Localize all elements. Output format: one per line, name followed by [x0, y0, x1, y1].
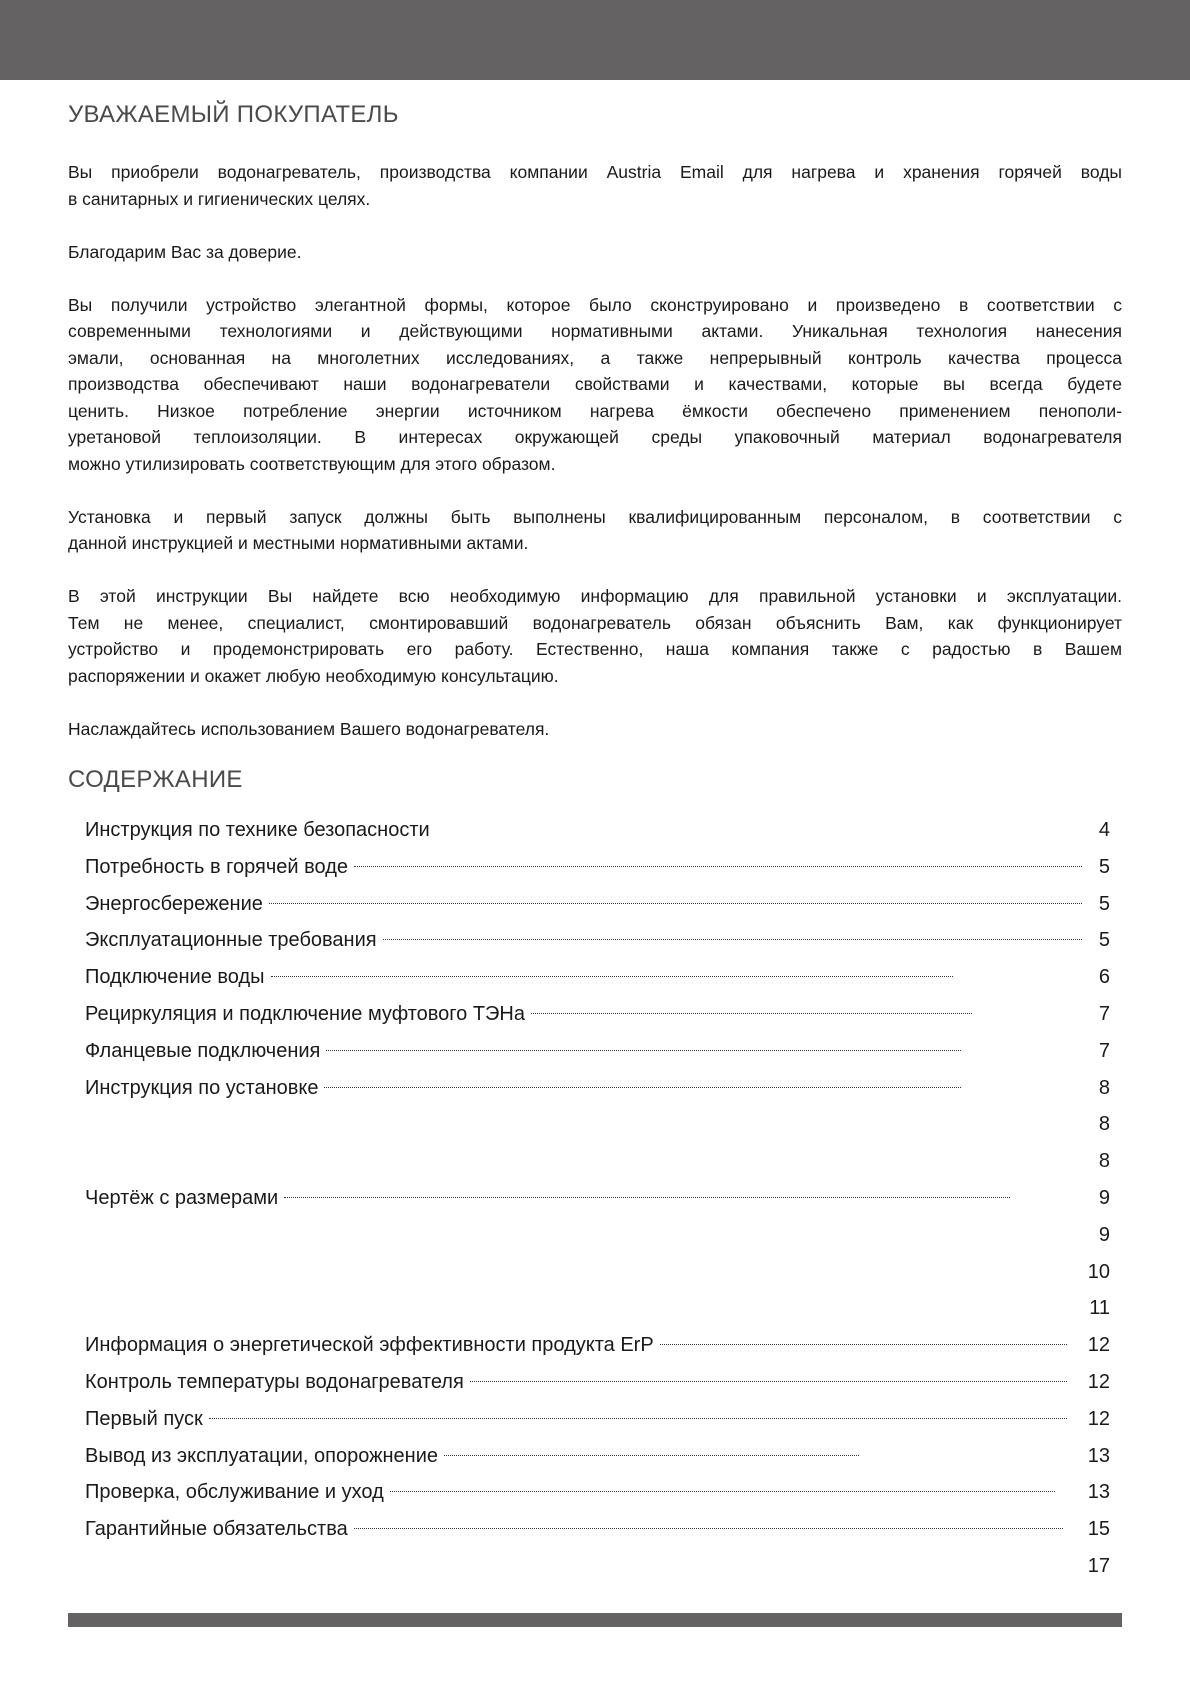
toc-page-number: 15	[1087, 1518, 1110, 1541]
paragraph	[68, 159, 1122, 212]
toc-item[interactable]	[85, 1106, 1110, 1143]
toc-item[interactable]	[85, 1180, 1110, 1217]
toc-title: Энергосбережение	[85, 892, 263, 915]
toc-entry	[85, 1401, 1067, 1438]
paragraph	[68, 583, 1122, 689]
toc-title: Вывод из эксплуатации, опорожнение	[85, 1444, 439, 1467]
text-line: уретановой теплоизоляции. В интересах окружающей среды упаковочный материал водонагревателя	[68, 427, 1122, 447]
toc-page-number: 5	[1098, 929, 1110, 952]
toc-page-number: 4	[1098, 819, 1110, 841]
toc-page-number: 17	[1087, 1554, 1110, 1577]
text-line: Благодарим Вас за доверие.	[68, 241, 302, 262]
toc-entry	[85, 996, 972, 1033]
text-line: данной инструкцией и местными нормативными актами.	[68, 533, 529, 553]
toc-entry	[85, 886, 1082, 923]
toc-item[interactable]	[85, 812, 1110, 849]
dot-leader	[660, 1344, 1067, 1345]
toc-item[interactable]	[85, 1474, 1110, 1511]
toc-item[interactable]	[85, 1290, 1110, 1327]
text-line: В этой инструкции Вы найдете всю необходимую информацию для правильной установки и эксплуатации.	[68, 586, 1122, 606]
toc-entry	[85, 1033, 961, 1070]
toc-title: Первый пуск	[85, 1407, 203, 1430]
toc-page-number: 13	[1087, 1481, 1110, 1504]
toc-title: Гарантийные обязательства	[85, 1518, 348, 1541]
toc-page-number: 11	[1089, 1297, 1110, 1320]
toc-title: Потребность в горячей воде	[85, 855, 349, 878]
text-line: эмали, основанная на многолетних исследованиях, а также непрерывный контроль качества процесса	[68, 347, 1122, 368]
paragraph	[68, 239, 1122, 266]
toc-page-number: 12	[1087, 1370, 1110, 1393]
toc-item[interactable]	[85, 1401, 1110, 1438]
text-line: производства обеспечивают наши водонагреватели свойствами и качествами, которые вы всегда будете	[68, 374, 1122, 394]
paragraph-gap	[68, 265, 1122, 292]
paragraph	[68, 292, 1122, 478]
toc-title: Рециркуляция и подключение муфтового ТЭНа	[85, 1002, 525, 1025]
toc-item[interactable]	[85, 1254, 1110, 1291]
text-line: современными технологиями и действующими нормативными актами. Уникальная технология нанесения	[68, 321, 1122, 341]
toc-page-number: 8	[1098, 1076, 1110, 1099]
dot-leader	[470, 1381, 1067, 1382]
toc-item[interactable]	[85, 1511, 1110, 1548]
dot-leader	[326, 1050, 961, 1051]
toc-item[interactable]	[85, 1143, 1110, 1180]
page-title: УВАЖАЕМЫЙ ПОКУПАТЕЛЬ	[68, 101, 399, 128]
toc-item[interactable]	[85, 1364, 1110, 1401]
header-bar	[0, 0, 1190, 80]
toc-entry	[85, 1474, 1055, 1511]
dot-leader	[444, 1455, 859, 1456]
toc-item[interactable]	[85, 1070, 1110, 1107]
paragraph-gap	[68, 689, 1122, 716]
toc-title: Подключение воды	[85, 966, 265, 989]
toc-title: Чертёж с размерами	[85, 1186, 279, 1209]
toc-entry	[85, 1070, 961, 1107]
toc-page-number: 10	[1087, 1260, 1110, 1283]
toc-entry	[85, 922, 1082, 959]
text-line: устройство и продемонстрировать его работу. Естественно, наша компания также с радостью в Вашем	[68, 639, 1122, 659]
toc-item[interactable]	[85, 1438, 1110, 1475]
toc-page-number: 9	[1098, 1223, 1110, 1246]
toc-page-number: 7	[1098, 1039, 1110, 1062]
toc-page-number: 13	[1087, 1444, 1110, 1467]
toc-heading: СОДЕРЖАНИЕ	[68, 766, 243, 793]
paragraph	[68, 716, 1122, 743]
toc-item[interactable]	[85, 886, 1110, 923]
toc-page-number: 7	[1098, 1002, 1110, 1025]
toc-item[interactable]	[85, 1217, 1110, 1254]
toc-entry	[85, 1327, 1067, 1364]
toc-item[interactable]	[85, 959, 1110, 996]
dot-leader	[271, 976, 953, 977]
toc-item[interactable]	[85, 1033, 1110, 1070]
toc-title: Инструкция по установке	[85, 1076, 319, 1099]
toc-page-number: 8	[1098, 1150, 1110, 1173]
text-line: распоряжении и окажет любую необходимую консультацию.	[68, 665, 559, 686]
toc-entry	[85, 1364, 1067, 1401]
dot-leader	[209, 1418, 1067, 1419]
text-line: в санитарных и гигиенических целях.	[68, 188, 371, 209]
dot-leader	[531, 1013, 972, 1014]
paragraph-gap	[68, 557, 1122, 584]
dot-leader	[354, 1528, 1063, 1529]
text-line: можно утилизировать соответствующим для этого образом.	[68, 453, 556, 474]
paragraph-gap	[68, 477, 1122, 504]
toc-page-number: 9	[1098, 1186, 1110, 1209]
toc-title: Фланцевые подключения	[85, 1039, 321, 1062]
toc-page-number: 12	[1087, 1407, 1110, 1430]
toc-item[interactable]	[85, 922, 1110, 959]
dot-leader	[354, 866, 1082, 867]
toc-page-number: 5	[1098, 855, 1110, 878]
table-of-contents	[85, 812, 1110, 1585]
text-line: Наслаждайтесь использованием Вашего водонагревателя.	[68, 718, 550, 739]
dot-leader	[383, 939, 1082, 940]
toc-entry	[85, 812, 430, 849]
toc-item[interactable]	[85, 1548, 1110, 1585]
toc-page-number: 8	[1098, 1113, 1110, 1136]
toc-entry	[85, 959, 953, 996]
dot-leader	[269, 903, 1082, 904]
toc-item[interactable]	[85, 1327, 1110, 1364]
toc-entry	[85, 849, 1082, 886]
toc-title: Эксплуатационные требования	[85, 929, 377, 952]
toc-title: Инструкция по технике безопасности	[85, 819, 430, 841]
toc-entry	[85, 1180, 1010, 1217]
toc-page-number: 12	[1087, 1334, 1110, 1357]
dot-leader	[284, 1197, 1010, 1198]
toc-title: Контроль температуры водонагревателя	[85, 1370, 464, 1393]
text-line: Вы получили устройство элегантной формы, которое было сконструировано и произведено в соответствии с	[68, 294, 1122, 315]
text-line: Установка и первый запуск должны быть выполнены квалифицированным персоналом, в соответствии с	[68, 506, 1122, 527]
text-line: ценить. Низкое потребление энергии источником нагрева ёмкости обеспечено применением пенополи-	[68, 400, 1122, 421]
text-line: Вы приобрели водонагреватель, производства компании Austria Email для нагрева и хранения горячей воды	[68, 162, 1122, 182]
toc-title: Информация о энергетической эффективности продукта ErP	[85, 1334, 654, 1357]
intro-text	[68, 159, 1122, 742]
dot-leader	[324, 1087, 961, 1088]
footer-bar	[68, 1613, 1122, 1627]
paragraph	[68, 504, 1122, 557]
dot-leader	[390, 1491, 1055, 1492]
toc-page-number: 6	[1098, 966, 1110, 989]
text-line: Тем не менее, специалист, смонтировавший водонагреватель обязан объяснить Вам, как функционирует	[68, 612, 1122, 633]
toc-page-number: 5	[1098, 892, 1110, 915]
toc-item[interactable]	[85, 849, 1110, 886]
toc-entry	[85, 1438, 859, 1475]
paragraph-gap	[68, 212, 1122, 239]
toc-entry	[85, 1511, 1063, 1548]
toc-item[interactable]	[85, 996, 1110, 1033]
toc-title: Проверка, обслуживание и уход	[85, 1481, 384, 1504]
